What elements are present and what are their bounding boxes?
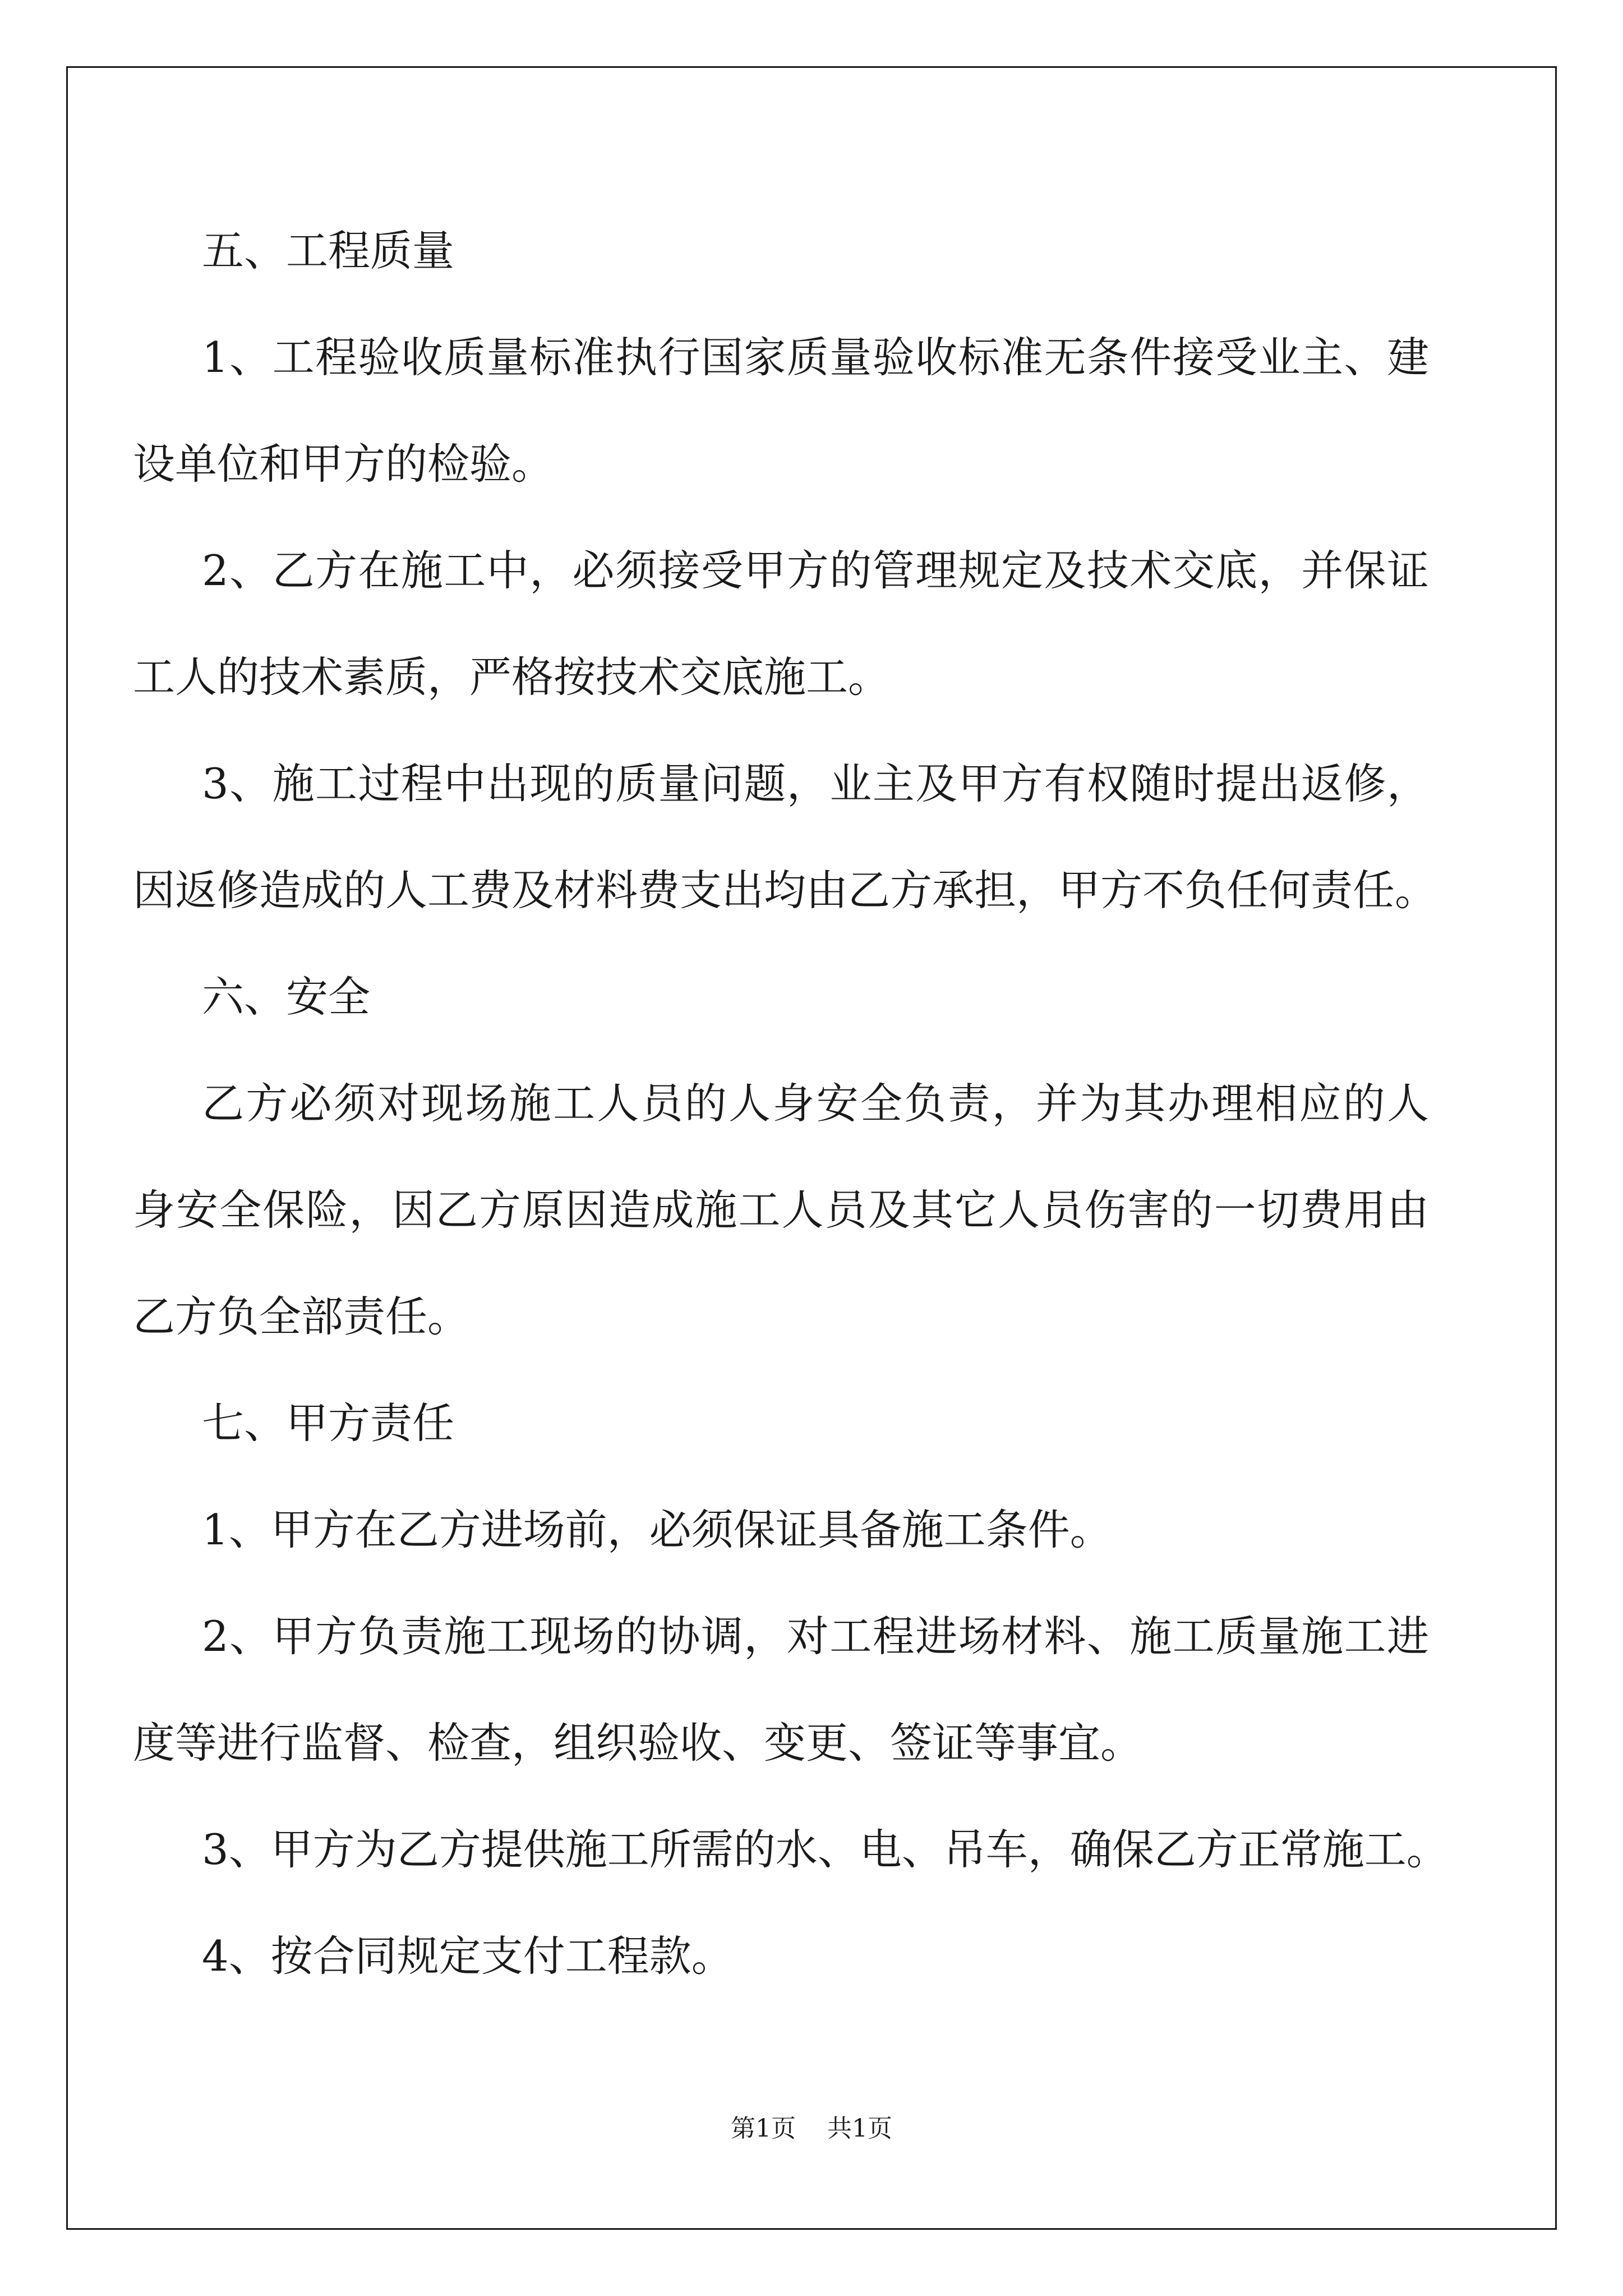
paragraph-line: 身安全保险，因乙方原因造成施工人员及其它人员伤害的一切费用由: [133, 1185, 1429, 1235]
paragraph-line: 度等进行监督、检查，组织验收、变更、签证等事宜。: [133, 1718, 1143, 1768]
paragraph-line: 1、工程验收质量标准执行国家质量验收标准无条件接受业主、建: [202, 333, 1429, 382]
page-number: 第1页: [731, 2114, 796, 2143]
paragraph-line: 2、乙方在施工中，必须接受甲方的管理规定及技术交底，并保证: [202, 546, 1429, 595]
paragraph-line: 4、按合同规定支付工程款。: [202, 1931, 734, 1981]
paragraph-line: 乙方负全部责任。: [133, 1292, 470, 1341]
section-heading: 六、安全: [202, 972, 371, 1022]
paragraph-line: 3、施工过程中出现的质量问题，业主及甲方有权随时提出返修，: [202, 759, 1429, 808]
paragraph-line: 3、甲方为乙方提供施工所需的水、电、吊车，确保乙方正常施工。: [202, 1825, 1449, 1874]
paragraph-line: 设单位和甲方的检验。: [133, 439, 554, 489]
paragraph-line: 1、甲方在乙方进场前，必须保证具备施工条件。: [202, 1505, 1112, 1554]
page-border: [66, 66, 1557, 2230]
page-footer: [0, 2116, 1623, 2141]
section-heading: 五、工程质量: [202, 226, 455, 275]
paragraph-line: 因返修造成的人工费及材料费支出均由乙方承担，甲方不负任何责任。: [133, 866, 1437, 915]
section-heading: 七、甲方责任: [202, 1398, 455, 1448]
paragraph-line: 工人的技术素质，严格按技术交底施工。: [133, 652, 891, 702]
page-total: 共1页: [827, 2114, 892, 2143]
paragraph-line: 2、甲方负责施工现场的协调，对工程进场材料、施工质量施工进: [202, 1612, 1429, 1661]
paragraph-line: 乙方必须对现场施工人员的人身安全负责，并为其办理相应的人: [202, 1079, 1429, 1128]
